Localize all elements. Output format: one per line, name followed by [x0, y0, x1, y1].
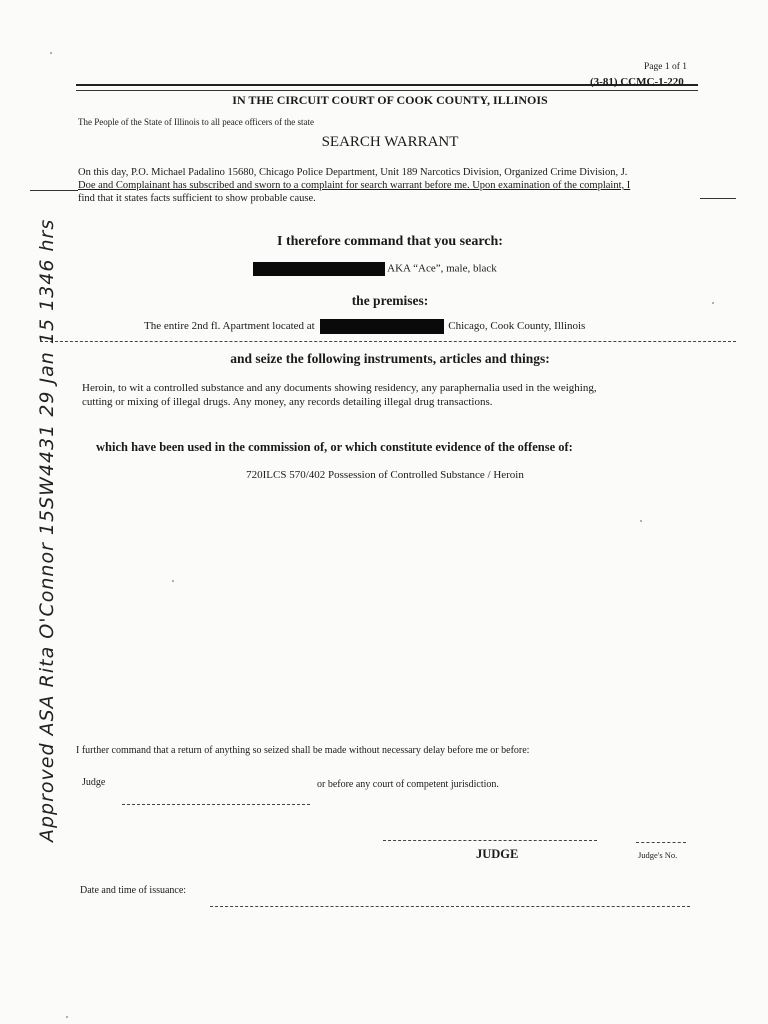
offense-heading: which have been used in the commission of, or which constitute evidence of the offense of:: [96, 440, 573, 454]
scan-speck: [66, 1016, 68, 1018]
subject-line: [253, 262, 497, 276]
document-title: SEARCH WARRANT: [321, 134, 459, 150]
scan-speck: [50, 52, 52, 54]
premises-dashed-rule: [40, 341, 736, 342]
redacted-name: [253, 262, 385, 276]
seize-line-1: Heroin, to wit a controlled substance and any documents showing residency, any paraphernalia used in the weighing,: [82, 382, 597, 394]
subject-description: AKA “Ace”, male, black: [387, 262, 497, 275]
intro-line-3: find that it states facts sufficient to show probable cause.: [78, 193, 316, 204]
handwritten-approval-note: Approved ASA Rita O'Connor 15SW4431 29 Jan 15 1346 hrs: [36, 218, 58, 842]
return-text: I further command that a return of anything so seized shall be made without necessary delay before me or before:: [76, 745, 530, 756]
premises-heading: the premises:: [351, 293, 429, 308]
premises-suffix: Chicago, Cook County, Illinois: [448, 320, 586, 333]
seize-heading: and seize the following instruments, articles and things:: [230, 351, 550, 366]
judge-caption: JUDGE: [476, 847, 519, 861]
page-number: Page 1 of 1: [644, 62, 688, 72]
seize-paragraph: [82, 381, 702, 409]
command-search-heading: I therefore command that you search:: [277, 234, 503, 249]
offense-statute: 720ILCS 570/402 Possession of Controlled Substance / Heroin: [246, 469, 524, 481]
judge-signature-line: [122, 804, 310, 805]
form-code: (3-81) CCMC-1-220: [590, 76, 684, 88]
header-rule-thin: [76, 90, 698, 91]
court-name: IN THE CIRCUIT COURT OF COOK COUNTY, ILLINOIS: [232, 93, 548, 107]
seize-line-2: cutting or mixing of illegal drugs. Any money, any records detailing illegal drug transactions.: [82, 396, 493, 408]
issuance-line: [210, 906, 690, 907]
scan-speck: [640, 520, 642, 522]
scan-speck: [172, 580, 174, 582]
intro-paragraph: [78, 166, 698, 205]
judge-number-caption: Judge's No.: [638, 850, 678, 860]
judge-no-line: [636, 842, 686, 843]
judge-label: Judge: [82, 777, 106, 788]
intro-line-1: On this day, P.O. Michael Padalino 15680, Chicago Police Department, Unit 189 Narcotics Division, Organized Crime Division, J.: [78, 167, 628, 178]
intro-line-2: Doe and Complainant has subscribed and sworn to a complaint for search warrant before me. Upon examination of the complaint, I: [78, 180, 631, 191]
premises-line: [144, 319, 585, 334]
margin-rule-left: [30, 190, 78, 191]
judge-sign-line: [383, 840, 597, 841]
redacted-address: [320, 319, 444, 334]
margin-rule-right: [700, 198, 736, 199]
premises-prefix: The entire 2nd fl. Apartment located at: [144, 320, 315, 333]
issuance-label: Date and time of issuance:: [80, 885, 187, 896]
scan-speck: [712, 302, 714, 304]
competent-court-text: or before any court of competent jurisdiction.: [317, 779, 499, 790]
addressees: The People of the State of Illinois to all peace officers of the state: [78, 117, 315, 127]
